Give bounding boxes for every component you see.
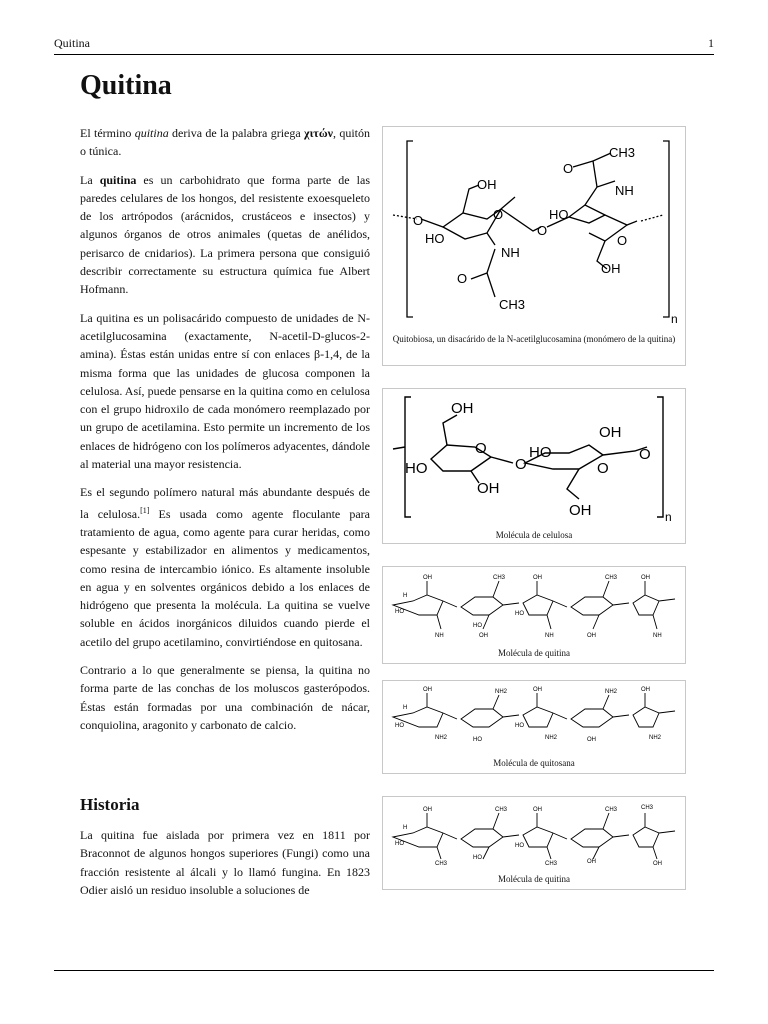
fig1-ho-right: HO (549, 207, 569, 222)
fig1-ch3-bottom: CH3 (499, 297, 526, 312)
fig1-o-left-end: O (413, 213, 424, 228)
quitobiosa-structure (383, 127, 685, 327)
quitina-structure-2 (383, 797, 685, 867)
fig1-nh-bottom: NH (501, 245, 520, 260)
figure-caption-quitosana: Molécula de quitosana (493, 758, 575, 768)
svg-text:OH: OH (641, 575, 650, 581)
svg-text:CH3: CH3 (545, 861, 558, 867)
svg-text:OH: OH (587, 633, 596, 639)
fig1-o-ring-right: O (617, 233, 628, 248)
svg-text:OH: OH (423, 575, 432, 581)
fig1-ho-left: HO (425, 231, 445, 246)
figure-celulosa (382, 388, 686, 544)
svg-text:H: H (403, 825, 408, 831)
page-number: 1 (708, 36, 714, 50)
svg-text:HO: HO (395, 609, 404, 615)
fig2-oh-right: OH (599, 424, 622, 441)
svg-text:OH: OH (653, 861, 662, 867)
fig1-n-subscript: n (671, 312, 678, 326)
figure-quitina-1 (382, 566, 686, 664)
fig1-o-carbonyl-bottom: O (457, 271, 468, 286)
svg-text:CH3: CH3 (495, 807, 508, 813)
svg-text:NH: NH (653, 633, 662, 639)
fig1-nh-top: NH (615, 183, 634, 198)
figure-quitina-2 (382, 796, 686, 890)
fig2-n-subscript: n (665, 510, 672, 523)
paragraph-etymology: El término quitina deriva de la palabra griega χιτών, quitón o túnica. (80, 126, 370, 159)
svg-text:CH3: CH3 (641, 805, 654, 811)
svg-text:HO: HO (395, 723, 404, 729)
figure-caption-quitobiosa: Quitobiosa, un disacárido de la N-acetilglucosamina (monómero de la quitina) (392, 334, 676, 344)
svg-text:H: H (403, 593, 408, 599)
svg-text:HO: HO (515, 723, 524, 729)
figure-caption-quitina-2: Molécula de quitina (498, 874, 570, 884)
running-header (54, 36, 714, 51)
fig1-oh-left-top: OH (477, 177, 497, 192)
main-text-column (80, 124, 370, 744)
svg-text:OH: OH (479, 633, 488, 639)
svg-text:OH: OH (533, 807, 542, 813)
svg-text:OH: OH (587, 737, 596, 743)
fig1-ch3-top: CH3 (609, 145, 636, 160)
fig2-o-end-right: O (639, 446, 651, 463)
svg-text:HO: HO (515, 611, 524, 617)
svg-text:HO: HO (473, 737, 482, 743)
fig2-ho-left: HO (405, 460, 428, 477)
svg-text:NH2: NH2 (435, 735, 448, 741)
header-rule (54, 54, 714, 55)
svg-text:OH: OH (641, 687, 650, 693)
svg-text:NH2: NH2 (545, 735, 558, 741)
section-heading-historia: Historia (80, 795, 140, 814)
svg-text:OH: OH (423, 687, 432, 693)
footer-rule (54, 970, 714, 971)
svg-text:OH: OH (587, 859, 596, 865)
svg-text:CH3: CH3 (605, 807, 618, 813)
svg-text:HO: HO (515, 843, 524, 849)
celulosa-structure (383, 389, 685, 523)
svg-text:HO: HO (395, 841, 404, 847)
fig2-oh-top-left: OH (451, 400, 474, 417)
fig1-o-link: O (537, 223, 548, 238)
reference-link[interactable]: [1] (140, 505, 150, 515)
figure-quitobiosa (382, 126, 686, 366)
svg-text:NH: NH (545, 633, 554, 639)
paragraph-shells: Contrario a lo que generalmente se piensa, la quitina no forma parte de las conchas de los moluscos gasterópodos. Éstas están formadas por una combinación de nácar, conquiolina, aragonito y carbonato de calcio. (80, 663, 370, 732)
svg-text:NH2: NH2 (495, 689, 508, 695)
quitosana-structure (383, 681, 685, 751)
fig1-o-ring-left: O (493, 207, 504, 222)
quitina-structure-1 (383, 567, 685, 641)
fig2-o-ring-right: O (597, 460, 609, 477)
fig2-oh-bottom-left: OH (477, 480, 500, 497)
svg-text:HO: HO (473, 855, 482, 861)
article-title: Quitina (80, 70, 172, 101)
paragraph-historia: La quitina fue aislada por primera vez en 1811 por Braconnot de algunos hongos superiores (Fungi) como una fracción resistente al álcali y lo llamó fungina. En 1823 Odier aisló un residuo insoluble a soluciones de (80, 828, 370, 897)
svg-text:NH2: NH2 (649, 735, 662, 741)
running-title: Quitina (54, 36, 90, 50)
svg-text:CH3: CH3 (435, 861, 448, 867)
paragraph-uses: Es el segundo polímero natural más abundante después de la celulosa.[1] Es usada como agente floculante para tratamiento de agua, como agente para curar heridas, como espesante y estabilizador en alimentos y medicamentos, como resina de intercambio iónico. Es altamente insoluble en agua y en solventes orgánicos debido a los enlaces de hidrógeno que presenta la molécula. La quitina se vuelve soluble en ácidos inorgánicos diluidos cuando pierde el acetilo del grupo acetilamino, convirtiéndose en quitosana. (80, 485, 370, 649)
fig1-oh-right-bottom: OH (601, 261, 621, 276)
term-quitina: quitina (134, 126, 169, 140)
fig2-ho-right-ring: HO (529, 444, 552, 461)
paragraph-structure: La quitina es un polisacárido compuesto de unidades de N-acetilglucosamina (exactamente, N-acetil-D-glucos-2-amina). Éstas están unidas entre sí con enlaces β-1,4, de la misma forma que las unidades de glucosa componen la celulosa. Así, puede pensarse en la quitina como en celulosa con el grupo hidroxilo de cada monómero reemplazado por un grupo de acetilamina. Esto permite un incremento de los enlaces de hidrógeno con los polímeros adyacentes, dándole al material una mayor resistencia. (80, 310, 370, 472)
svg-text:HO: HO (473, 623, 482, 629)
svg-text:NH: NH (435, 633, 444, 639)
svg-text:NH2: NH2 (605, 689, 618, 695)
historia-text-column (80, 826, 370, 909)
svg-text:CH3: CH3 (605, 575, 618, 581)
paragraph-definition: La quitina es un carbohidrato que forma parte de las paredes celulares de los hongos, del resistente exoesqueleto de los artrópodos (arácnidos, crustáceos e insectos) y algunos órganos de otros animales (quetas de anélidos, perisarco de cnidarios). La primera persona que consiguió describir correctamente su estructura química fue Albert Hofmann. (80, 172, 370, 297)
fig2-o-ring-left: O (475, 440, 487, 457)
figure-caption-celulosa: Molécula de celulosa (495, 530, 573, 540)
fig2-oh-bottom-right: OH (569, 502, 592, 519)
svg-text:CH3: CH3 (493, 575, 506, 581)
figure-caption-quitina-1: Molécula de quitina (498, 648, 570, 658)
svg-text:OH: OH (533, 687, 542, 693)
svg-text:OH: OH (533, 575, 542, 581)
fig2-o-link: O (515, 456, 527, 473)
figure-quitosana (382, 680, 686, 774)
greek-word: χιτών (304, 126, 333, 140)
term-quitina-bold: quitina (99, 172, 137, 187)
fig1-o-carbonyl-top: O (563, 161, 574, 176)
svg-text:OH: OH (423, 807, 432, 813)
svg-text:H: H (403, 705, 408, 711)
